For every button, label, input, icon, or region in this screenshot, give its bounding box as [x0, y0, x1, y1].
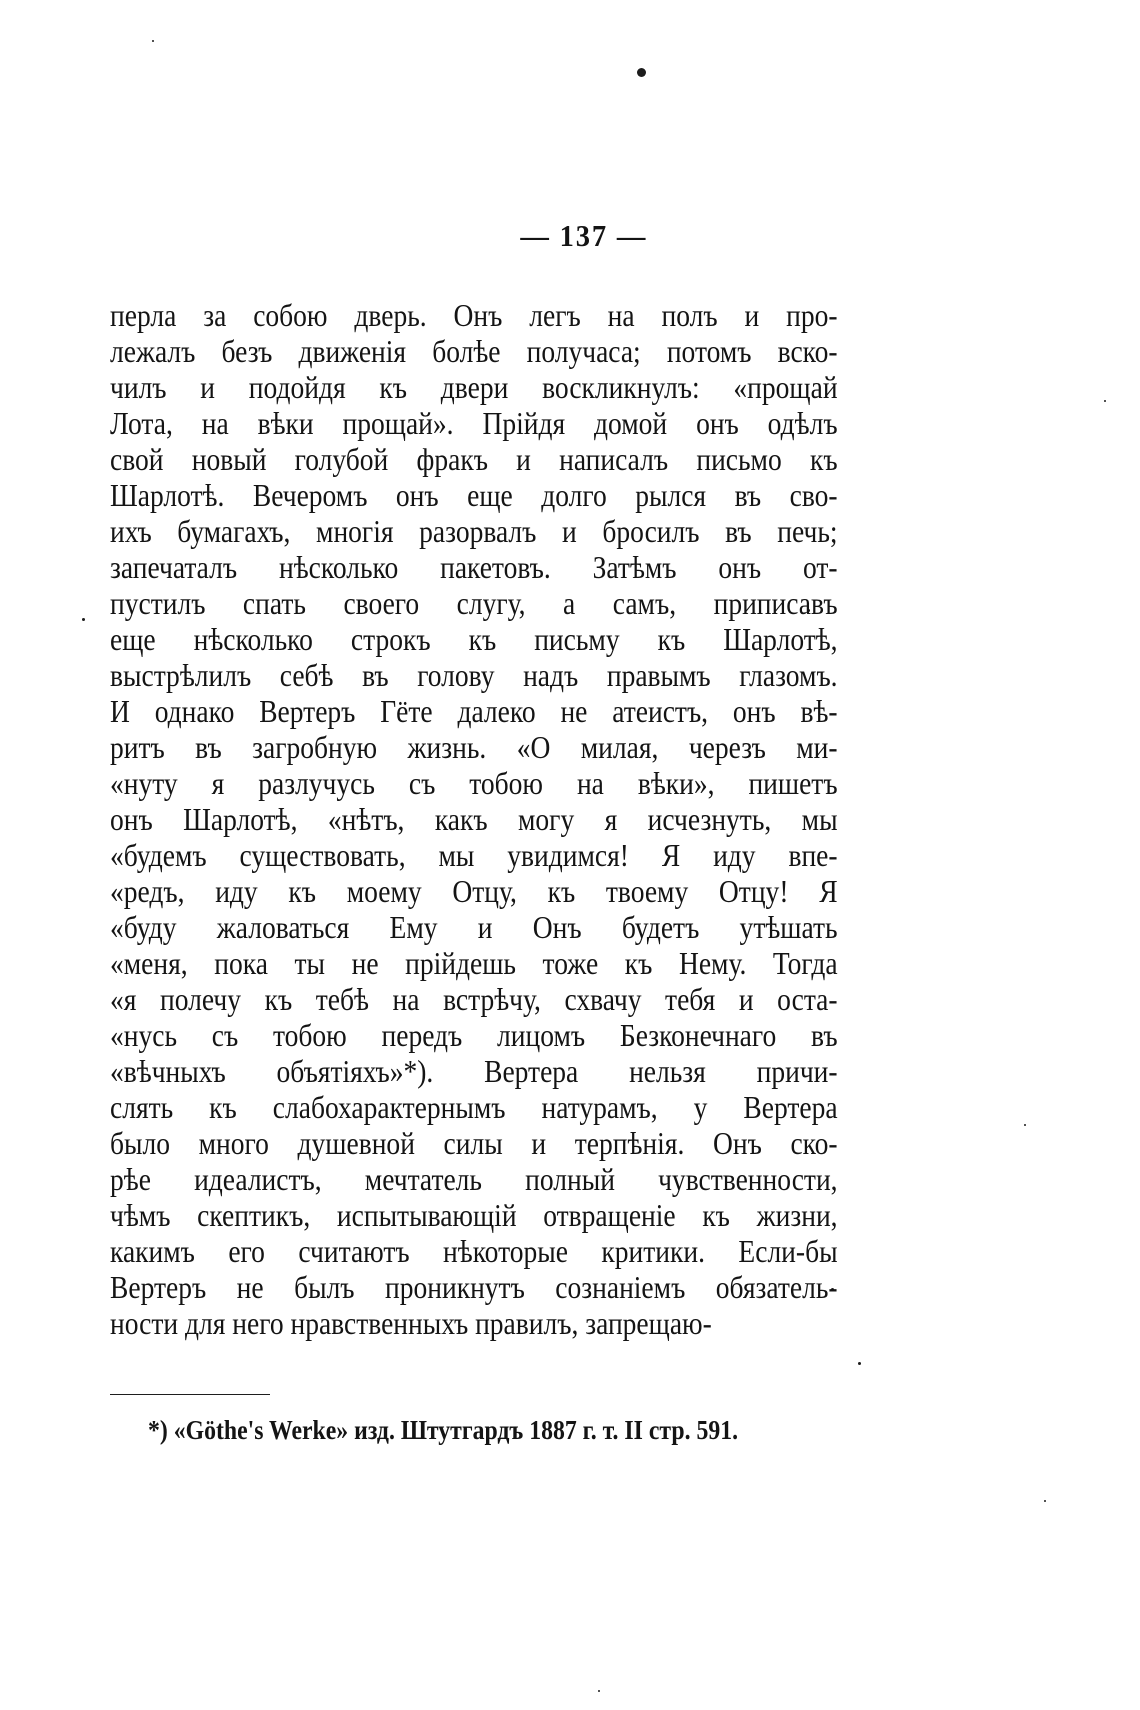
- text-line: «редъ, иду къ моему Отцу, къ твоему Отцу! Я: [110, 873, 838, 909]
- text-line: онъ Шарлотѣ, «нѣтъ, какъ могу я исчезнуть, мы: [110, 801, 838, 837]
- text-line: «я полечу къ тебѣ на встрѣчу, схвачу тебя и оста-: [110, 981, 838, 1017]
- footnote-divider: [110, 1394, 270, 1395]
- text-line: И однако Вертеръ Гёте далеко не атеистъ, онъ вѣ-: [110, 693, 838, 729]
- page-number: — 137 —: [520, 218, 648, 253]
- text-line: ности для него нравственныхъ правилъ, запрещаю-: [110, 1305, 712, 1341]
- footnote: *) «Göthe's Werke» изд. Штутгардъ 1887 г. т. II стр. 591.: [148, 1415, 739, 1445]
- text-line: перла за собою дверь. Онъ легъ на полъ и про-: [110, 297, 838, 333]
- text-line: запечаталъ нѣсколько пакетовъ. Затѣмъ онъ от-: [110, 549, 838, 585]
- text-line: «вѣчныхъ объятіяхъ»*). Вертера нельзя причи-: [110, 1053, 838, 1089]
- body-text: [110, 297, 838, 1341]
- text-line: «нусь съ тобою передъ лицомъ Безконечнаго въ: [110, 1017, 838, 1053]
- text-line: «будемъ существовать, мы увидимся! Я иду впе-: [110, 837, 838, 873]
- print-speck: [858, 1362, 861, 1365]
- print-speck: [598, 1690, 600, 1692]
- text-line: рѣе идеалистъ, мечтатель полный чувственности,: [110, 1161, 838, 1197]
- text-line: еще нѣсколько строкъ къ письму къ Шарлотѣ,: [110, 621, 838, 657]
- print-speck: [637, 68, 646, 77]
- text-line: пустилъ спать своего слугу, а самъ, приписавъ: [110, 585, 838, 621]
- text-line: «буду жаловаться Ему и Онъ будетъ утѣшать: [110, 909, 838, 945]
- text-line: какимъ его считаютъ нѣкоторые критики. Если-бы: [110, 1233, 838, 1269]
- text-line: слять къ слабохарактернымъ натурамъ, у Вертера: [110, 1089, 838, 1125]
- print-speck: [1104, 400, 1106, 402]
- text-line: Вертеръ не былъ проникнутъ сознаніемъ обязатель-: [110, 1269, 838, 1305]
- text-line: лежалъ безъ движенія болѣе получаса; потомъ вско-: [110, 333, 838, 369]
- text-line: «нуту я разлучусь съ тобою на вѣки», пишетъ: [110, 765, 838, 801]
- print-speck: [82, 618, 85, 621]
- print-speck: [1024, 1124, 1026, 1126]
- text-line: свой новый голубой фракъ и написалъ письмо къ: [110, 441, 838, 477]
- text-line: ритъ въ загробную жизнь. «О милая, черезъ ми-: [110, 729, 838, 765]
- text-line: Лота, на вѣки прощай». Прійдя домой онъ одѣлъ: [110, 405, 838, 441]
- text-line: было много душевной силы и терпѣнія. Онъ ско-: [110, 1125, 838, 1161]
- text-line: Шарлотѣ. Вечеромъ онъ еще долго рылся въ сво-: [110, 477, 838, 513]
- text-line: чѣмъ скептикъ, испытывающій отвращеніе къ жизни,: [110, 1197, 838, 1233]
- text-line: ихъ бумагахъ, многія разорвалъ и бросилъ въ печь;: [110, 513, 838, 549]
- print-speck: [1044, 1500, 1046, 1502]
- text-line: чилъ и подойдя къ двери воскликнулъ: «прощай: [110, 369, 838, 405]
- text-line: выстрѣлилъ себѣ въ голову надъ правымъ глазомъ.: [110, 657, 838, 693]
- text-line: «меня, пока ты не прійдешь тоже къ Нему. Тогда: [110, 945, 838, 981]
- print-speck: [152, 40, 154, 42]
